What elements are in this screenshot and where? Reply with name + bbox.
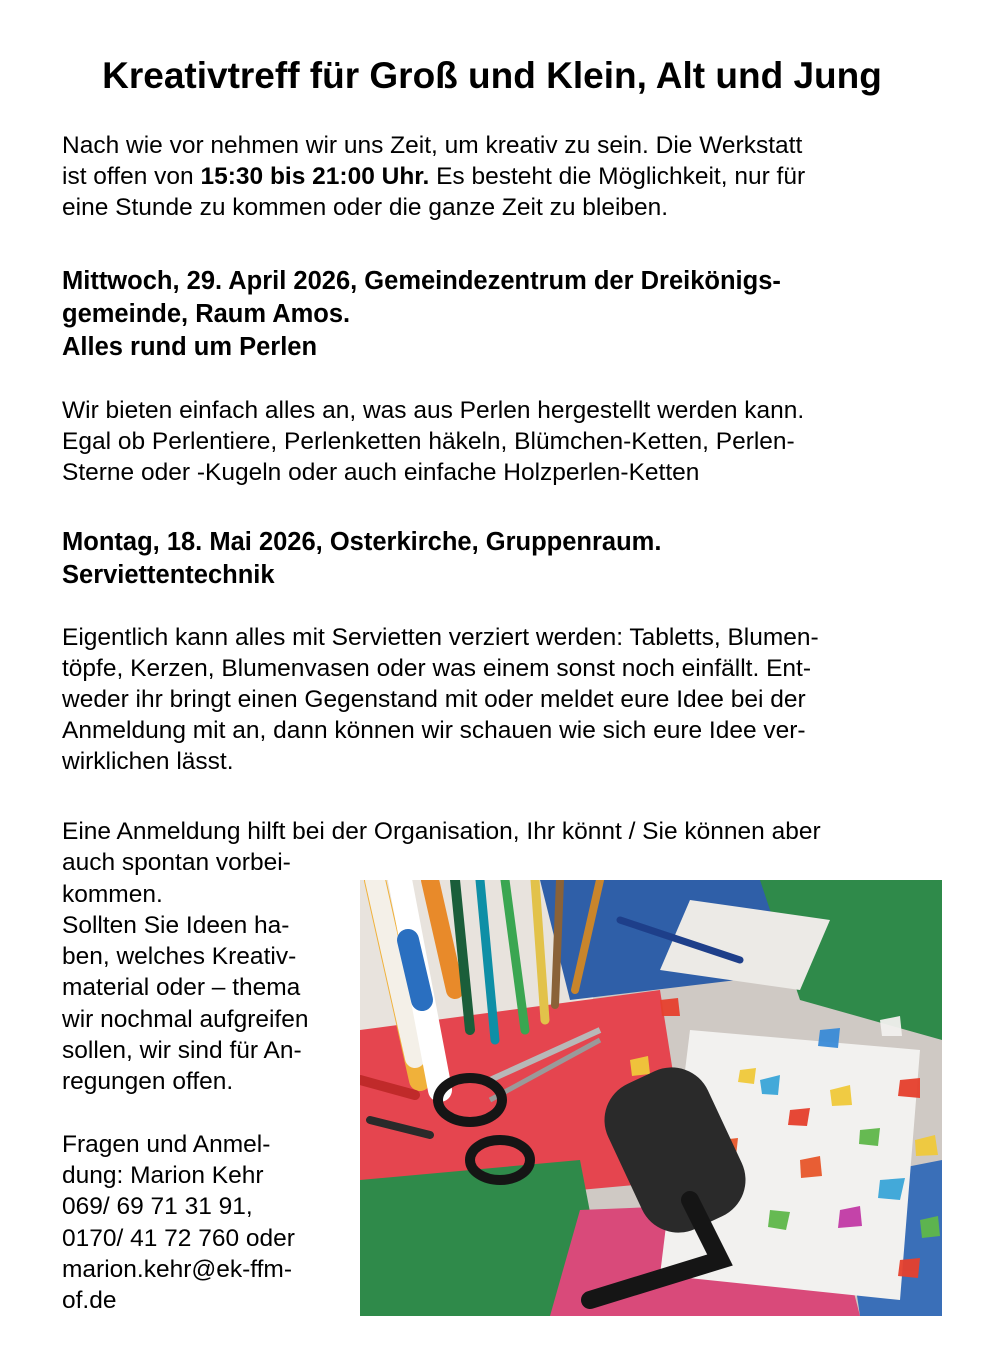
intro-line-1: Nach wie vor nehmen wir uns Zeit, um kreativ zu sein. Die Werkstatt: [62, 132, 803, 159]
ideas-line-6: regungen offen.: [62, 1068, 234, 1096]
registration-first-line: Eine Anmeldung hilft bei der Organisation, Ihr könnt / Sie können aber: [62, 818, 821, 845]
contact-name: dung: Marion Kehr: [62, 1161, 264, 1189]
event1-heading-line-2: gemeinde, Raum Amos.: [62, 300, 351, 328]
registration-line-1: auch spontan vorbei-: [62, 849, 291, 877]
event2-line-1: Eigentlich kann alles mit Servietten verziert werden: Tabletts, Blumen-: [62, 624, 819, 651]
intro-line-2-end: Es besteht die Möglichkeit, nur für: [429, 163, 806, 190]
page-title: Kreativtreff für Groß und Klein, Alt und Jung: [102, 55, 882, 96]
ideas-line-2: ben, welches Kreativ-: [62, 943, 297, 971]
event2-line-5: wirklichen lässt.: [62, 748, 234, 775]
event1-description: [62, 395, 922, 488]
event1-line-2: Egal ob Perlentiere, Perlenketten häkeln, Blümchen-Ketten, Perlen-: [62, 428, 795, 455]
craft-supplies-photo: [360, 880, 942, 1316]
intro-paragraph: [62, 130, 922, 223]
ideas-line-3: material oder – thema: [62, 974, 301, 1002]
contact-phone-2: 0170/ 41 72 760 oder: [62, 1224, 295, 1252]
event1-line-1: Wir bieten einfach alles an, was aus Perlen hergestellt werden kann.: [62, 397, 805, 424]
event2-line-2: töpfe, Kerzen, Blumenvasen oder was einem sonst noch einfällt. Ent-: [62, 655, 812, 682]
event2-heading: [62, 526, 942, 592]
craft-supplies-illustration: [360, 880, 942, 1316]
registration-line-2: kommen.: [62, 880, 163, 908]
event1-heading-line-3: Alles rund um Perlen: [62, 333, 318, 361]
intro-line-3: eine Stunde zu kommen oder die ganze Zeit zu bleiben.: [62, 194, 669, 221]
event1-heading: [62, 265, 942, 364]
contact-line-1: Fragen und Anmel-: [62, 1130, 271, 1158]
event2-line-4: Anmeldung mit an, dann können wir schauen wie sich eure Idee ver-: [62, 717, 806, 744]
contact-email-line-2[interactable]: of.de: [62, 1287, 117, 1315]
contact-email-line-1[interactable]: marion.kehr@ek-ffm-: [62, 1255, 292, 1283]
intro-line-2-start: ist offen von: [62, 163, 201, 190]
intro-line-2: [62, 161, 922, 192]
event2-line-3: weder ihr bringt einen Gegenstand mit oder meldet eure Idee bei der: [62, 686, 806, 713]
event1-heading-line-1: Mittwoch, 29. April 2026, Gemeindezentrum der Dreikönigs-: [62, 267, 781, 295]
ideas-line-5: sollen, wir sind für An-: [62, 1037, 302, 1065]
contact-phone-1: 069/ 69 71 31 91,: [62, 1193, 253, 1221]
event2-heading-line-2: Serviettentechnik: [62, 561, 275, 589]
event2-heading-line-1: Montag, 18. Mai 2026, Osterkirche, Gruppenraum.: [62, 528, 662, 556]
ideas-line-1: Sollten Sie Ideen ha-: [62, 911, 290, 939]
event2-description: [62, 622, 942, 777]
event1-line-3: Sterne oder -Kugeln oder auch einfache Holzperlen-Ketten: [62, 459, 700, 486]
opening-hours: 15:30 bis 21:00 Uhr.: [200, 163, 430, 190]
ideas-line-4: wir nochmal aufgreifen: [62, 1005, 309, 1033]
